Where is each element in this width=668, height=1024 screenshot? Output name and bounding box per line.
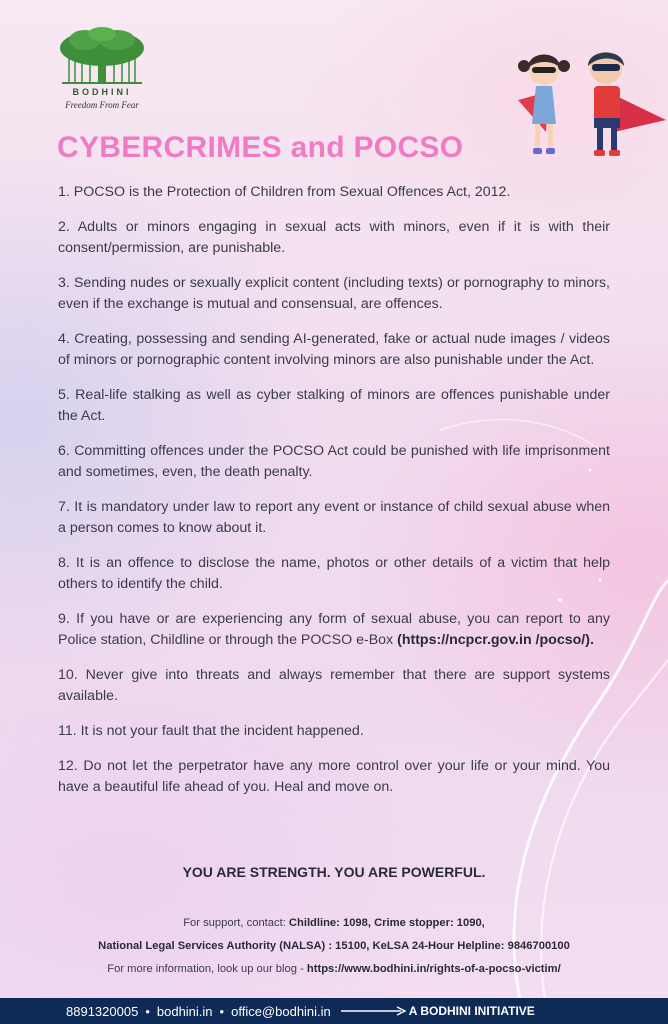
helpline-numbers: Childline: 1098, Crime stopper: 1090, (288, 917, 485, 929)
nalsa-kelsa-numbers: National Legal Services Authority (NALSA) : 15100, KeLSA 24-Hour Helpline: 9846700100 (98, 940, 570, 952)
list-item: 2. Adults or minors engaging in sexual acts with minors, even if it is with their consent/permission, are punishable. (58, 219, 610, 256)
list-item: 11. It is not your fault that the incident happened. (58, 723, 364, 739)
footer-initiative: A BODHINI INITIATIVE (408, 1004, 535, 1018)
list-item: 7. It is mandatory under law to report any event or instance of child sexual abuse when a person comes to know about it. (58, 499, 610, 536)
list-item: 3. Sending nudes or sexually explicit content (including texts) or pornography to minors, even if the exchange is mutual and consensual, are offences. (58, 275, 610, 312)
blog-link[interactable]: https://www.bodhini.in/rights-of-a-pocso-victim/ (306, 963, 561, 975)
support-info (0, 912, 668, 981)
bodhini-logo (52, 26, 152, 110)
list-item: 10. Never give into threats and always remember that there are support systems available. (58, 667, 610, 704)
logo-tagline: Freedom From Fear (65, 100, 139, 110)
list-item: 1. POCSO is the Protection of Children from Sexual Offences Act, 2012. (58, 184, 511, 200)
motto: YOU ARE STRENGTH. YOU ARE POWERFUL. (182, 864, 486, 880)
footer-separator: • (145, 1003, 150, 1019)
logo-name: BODHINI (72, 87, 132, 97)
footer-bar (0, 998, 668, 1024)
points-list (58, 182, 610, 812)
support-line-2 (0, 935, 668, 958)
support-line-3 (0, 958, 668, 981)
blog-prefix: For more information, look up our blog - (107, 963, 307, 975)
report-text: 9. If you have or are experiencing any form of sexual abuse, you can report to any Police station, Childline or through the POCSO e-Box (58, 611, 610, 648)
footer-email[interactable]: office@bodhini.in (231, 1003, 331, 1019)
arrow-icon (341, 1006, 407, 1016)
page-title: CYBERCRIMES and POCSO (57, 131, 464, 164)
list-item: 5. Real-life stalking as well as cyber stalking of minors are offences punishable under the Act. (58, 387, 610, 424)
footer-website[interactable]: bodhini.in (156, 1003, 213, 1019)
list-item: 8. It is an offence to disclose the name, photos or other details of a victim that help others to identify the child. (58, 555, 610, 592)
list-item: 12. Do not let the perpetrator have any more control over your life or your mind. You have a beautiful life ahead of you. Heal and move on. (58, 758, 610, 795)
banyan-tree-icon (57, 26, 147, 86)
list-item: 4. Creating, possessing and sending AI-generated, fake or actual nude images / videos of minors or pornographic content involving minors are also punishable under the Act. (58, 331, 610, 368)
support-prefix: For support, contact: (183, 917, 289, 929)
footer-separator: • (219, 1003, 225, 1019)
pocso-ebox-link[interactable]: (https://ncpcr.gov.in /pocso/). (397, 632, 594, 648)
list-item-report (58, 609, 610, 651)
support-line-1 (0, 912, 668, 935)
list-item: 6. Committing offences under the POCSO Act could be punished with life imprisonment and sometimes, even, the death penalty. (58, 443, 610, 480)
footer-phone[interactable]: 8891320005 (66, 1003, 139, 1019)
superhero-kids-illustration (508, 40, 668, 168)
